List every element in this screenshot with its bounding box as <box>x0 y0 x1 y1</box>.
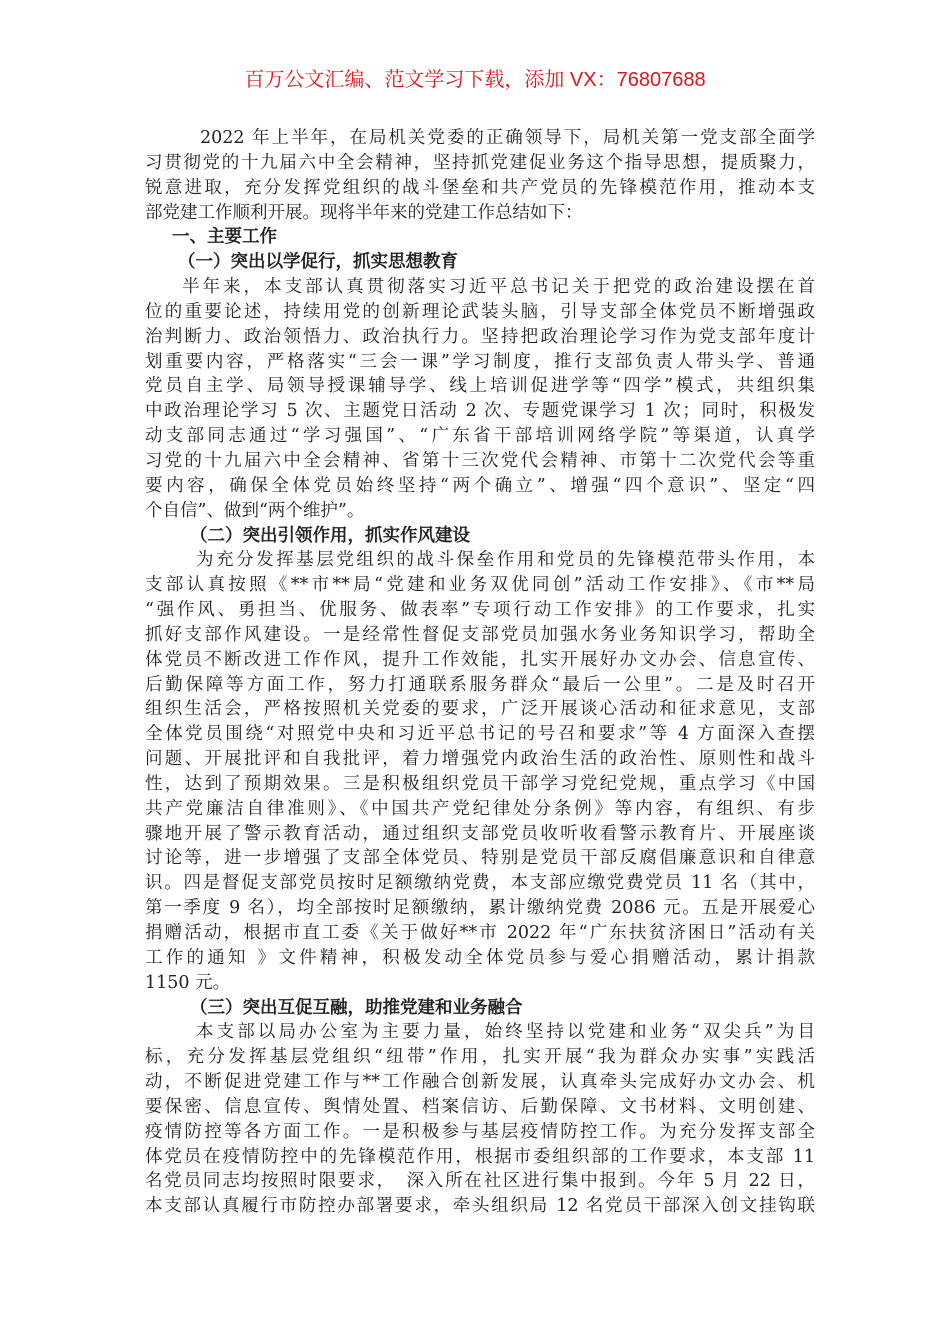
text-line: 部党建工作顺利开展。现将半年来的党建工作总结如下： <box>145 202 583 223</box>
text-line: 工作的通知 》文件精神，积极发动全体党员参与爱心捐赠活动，累计捐款 <box>145 947 815 968</box>
text-line: 抓好支部作风建设。一是经常性督促支部党员加强水务业务知识学习，帮助全 <box>145 624 815 645</box>
text-line: 要内容，确保全体党员始终坚持“两个确立”、增强“四个意识”、坚定“四 <box>145 475 815 496</box>
text-line: 标，充分发挥基层党组织“纽带”作用，扎实开展“我为群众办实事”实践活 <box>145 1047 815 1068</box>
text-line: 划重要内容，严格落实“三会一课”学习制度，推行支部负责人带头学、普通 <box>145 351 815 372</box>
text-line: 要保密、信息宣传、舆情处置、档案信访、后勤保障、文书材料、文明创建、 <box>145 1096 815 1117</box>
heading-main-work: 一、主要工作 <box>172 227 277 248</box>
text-line: 锐意进取，充分发挥党组织的战斗堡垒和共产党员的先锋模范作用，推动本支 <box>145 177 815 198</box>
text-line: 骤地开展了警示教育活动，通过组织支部党员收听收看警示教育片、开展座谈 <box>145 823 815 844</box>
text-line: 党员自主学、局领导授课辅导学、线上培训促进学等“四学”模式，共组织集 <box>145 376 815 397</box>
text-line: 识。四是督促支部党员按时足额缴纳党费，本支部应缴党费党员 11 名（其中， <box>145 873 815 894</box>
text-line: 性，达到了预期效果。三是积极组织党员干部学习党纪党规，重点学习《中国 <box>145 773 815 794</box>
watermark-banner: 百万公文汇编、范文学习下载，添加 VX：76807688 <box>244 69 706 91</box>
text-line: 体党员在疫情防控中的先锋模范作用，根据市委组织部的工作要求，本支部 11 <box>145 1146 815 1167</box>
text-line: 第一季度 9 名），均全部按时足额缴纳，累计缴纳党费 2086 元。五是开展爱心 <box>145 898 815 919</box>
text-line: 治判断力、政治领悟力、政治执行力。坚持把政治理论学习作为党支部年度计 <box>145 326 815 347</box>
text-line: 捐赠活动，根据市直工委《关于做好**市 2022 年“广东扶贫济困日”活动有关 <box>145 923 815 943</box>
text-line: 共产党廉洁自律准则》、《中国共产党纪律处分条例》等内容，有组织、有步 <box>145 798 815 819</box>
text-line: 全体党员围绕“对照党中央和习近平总书记的号召和要求”等 4 方面深入查摆 <box>145 724 815 745</box>
text-line: 半年来，本支部认真贯彻落实习近平总书记关于把党的政治建设摆在首 <box>182 277 815 298</box>
section-3-paragraph <box>145 1020 815 1219</box>
text-line: 为充分发挥基层党组织的战斗保垒作用和党员的先锋模范带头作用，本 <box>196 550 815 571</box>
text-line: 习贯彻党的十九届六中全会精神，坚持抓党建促业务这个指导思想，提质聚力， <box>145 152 815 173</box>
section-1-paragraph <box>145 275 815 523</box>
section-2-title: （二）突出引领作用，抓实作风建设 <box>190 525 470 546</box>
text-line: 1150 元。 <box>145 972 231 993</box>
text-line: 问题、开展批评和自我批评，着力增强党内政治生活的政治性、原则性和战斗 <box>145 749 815 770</box>
intro-paragraph <box>145 126 815 225</box>
text-line: 2022 年上半年，在局机关党委的正确领导下，局机关第一党支部全面学 <box>200 128 815 148</box>
text-line: 动支部同志通过“学习强国”、“广东省干部培训网络学院”等渠道，认真学 <box>145 426 815 447</box>
text-line: “强作风、勇担当、优服务、做表率”专项行动工作安排》的工作要求，扎实 <box>145 600 815 621</box>
text-line: 讨论等，进一步增强了支部全体党员、特别是党员干部反腐倡廉意识和自律意 <box>145 848 815 869</box>
document-body <box>145 126 815 1219</box>
text-line: 后勤保障等方面工作，努力打通联系服务群众“最后一公里”。二是及时召开 <box>145 674 815 695</box>
text-line: 组织生活会，严格按照机关党委的要求，广泛开展谈心活动和征求意见，支部 <box>145 699 815 720</box>
text-line: 本支部以局办公室为主要力量，始终坚持以党建和业务“双尖兵”为目 <box>196 1022 815 1043</box>
text-line: 中政治理论学习 5 次、主题党日活动 2 次、专题党课学习 1 次；同时，积极发 <box>145 401 815 422</box>
section-3-title: （三）突出互促互融，助推党建和业务融合 <box>190 997 523 1018</box>
text-line: 名党员同志均按照时限要求， 深入所在社区进行集中报到。今年 5 月 22 日， <box>145 1171 815 1192</box>
text-line: 习党的十九届六中全会精神、省第十三次党代会精神、市第十二次党代会等重 <box>145 450 815 471</box>
text-line: 本支部认真履行市防控办部署要求，牵头组织局 12 名党员干部深入创文挂钩联 <box>145 1196 815 1217</box>
text-line: 疫情防控等各方面工作。一是积极参与基层疫情防控工作。为充分发挥支部全 <box>145 1121 815 1142</box>
text-line: 体党员不断改进工作作风，提升工作效能，扎实开展好办文办会、信息宣传、 <box>145 649 815 670</box>
section-1-title: （一）突出以学促行，抓实思想教育 <box>178 252 458 273</box>
text-line: 动，不断促进党建工作与**工作融合创新发展，认真牵头完成好办文办会、机 <box>145 1072 815 1093</box>
text-line: 位的重要论述，持续用党的创新理论武装头脑，引导支部全体党员不断增强政 <box>145 301 815 322</box>
text-line: 个自信”、做到“两个维护”。 <box>145 500 365 521</box>
section-2-paragraph <box>145 548 815 995</box>
text-line: 支部认真按照《**市**局“党建和业务双优同创”活动工作安排》、《市**局 <box>145 575 815 596</box>
